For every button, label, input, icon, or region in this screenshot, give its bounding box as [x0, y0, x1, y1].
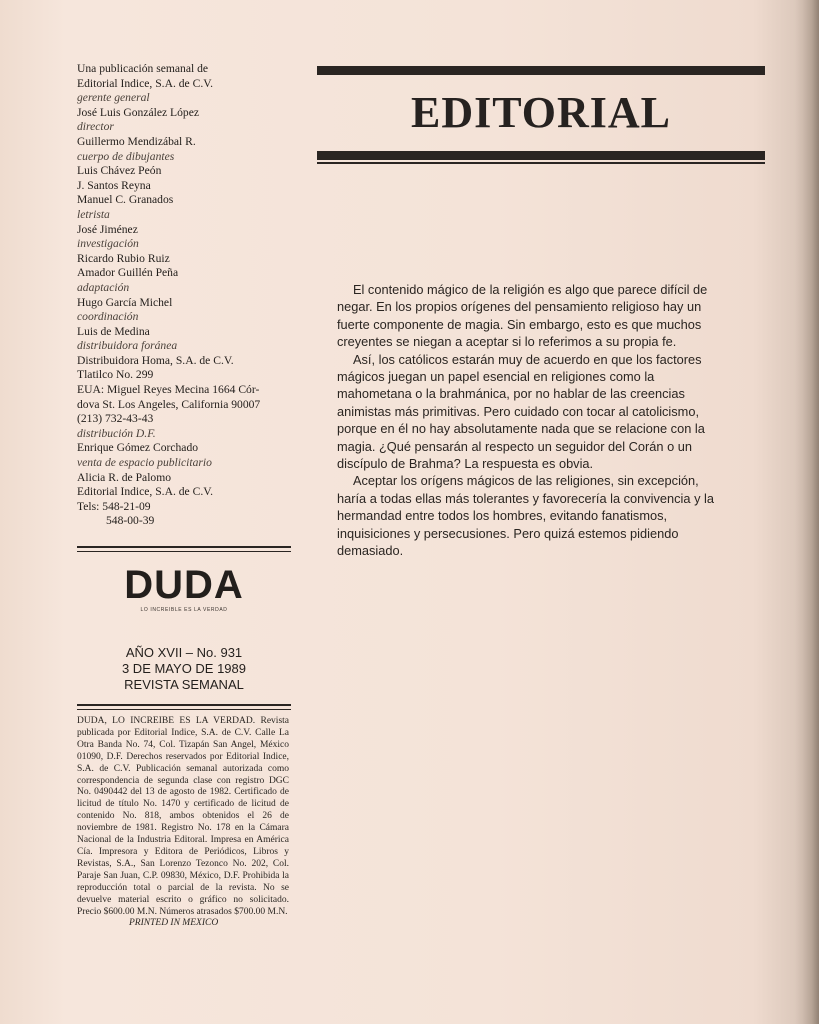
masthead-line: Alicia R. de Palomo	[77, 470, 172, 484]
issue-frequency: REVISTA SEMANAL	[124, 677, 244, 692]
masthead-line: José Jiménez	[77, 222, 138, 236]
masthead-line: 548-00-39	[106, 514, 155, 528]
issue-info	[77, 645, 291, 693]
legal-text: DUDA, LO INCREIBE ES LA VERDAD. Revista publicada por Editorial Indice, S.A. de C.V. Calle La Otra Banda No. 74, Col. Tizapán San Angel, México 01090, D.F. Derechos reservados por Editorial Indice, S.A. de C.V. Publicación semanal autorizada como correspondencia de segunda clase con registro DGC No. 0490442 del 13 de agosto de 1982. Certificado de licitud de título No. 1470 y certificado de licitud de contenido No. 818, ambos obtenidos el 26 de noviembre de 1981. Registro No. 178 en la Cámara Nacional de la Industria Editoral. Impresa en América Cía. Impresora y Editora de Periódicos, Libros y Revistas, S.A., San Lorenzo Tezonco No. 202, Col. Paraje San Juan, C.P. 09830, México, D.F. Prohibida la reproducción total o parcial de la revista. No se devuelve material escrito o gráfico no solicitado. Precio $600.00 M.N. Números atrasados $700.00 M.N.	[77, 716, 289, 917]
editorial-title: EDITORIAL	[410, 88, 672, 137]
legal-notice	[77, 716, 289, 930]
masthead-role: cuerpo de dibujantes	[77, 149, 175, 163]
logo-wordmark: DUDA	[124, 563, 244, 607]
masthead-role: investigación	[77, 237, 139, 251]
masthead-line: (213) 732-43-43	[77, 412, 154, 426]
masthead-line: Distribuidora Homa, S.A. de C.V.	[77, 353, 234, 367]
masthead-line: Guillermo Mendizábal R.	[77, 134, 196, 148]
masthead-line: José Luis González López	[77, 105, 200, 119]
issue-date: 3 DE MAYO DE 1989	[121, 661, 247, 676]
masthead-line: Tlatilco No. 299	[77, 368, 154, 382]
editorial-paragraph-3: Aceptar los orígens mágicos de las religiones, sin excepción, haría a todas ellas más tolerantes y favorecería la convivencia y la hermandad entre todos los hombres, evitando fanatismos, inquisiciones y persecusiones. Pero quizá estemos pidiendo demasiado.	[337, 473, 714, 559]
title-bar-top	[317, 66, 765, 75]
title-bar-thin	[317, 162, 765, 164]
masthead-line: Luis de Medina	[77, 324, 150, 338]
masthead-credits	[77, 62, 292, 529]
divider-rule-top	[77, 546, 291, 552]
issue-number: AÑO XVII – No. 931	[125, 645, 243, 660]
masthead-line: Enrique Gómez Corchado	[77, 441, 199, 455]
masthead-role: distribución D.F.	[77, 426, 156, 440]
masthead-role: coordinación	[77, 310, 139, 324]
masthead-role: gerente general	[77, 91, 150, 105]
masthead-line: Editorial Indice, S.A. de C.V.	[77, 485, 213, 499]
masthead-line: Amador Guillén Peña	[77, 266, 179, 280]
masthead-role: adaptación	[77, 280, 130, 294]
masthead-role: venta de espacio publicitario	[77, 456, 212, 470]
editorial-paragraph-1: El contenido mágico de la religión es algo que parece difícil de negar. En los propios orígenes del pensamiento religioso hay un fuerte componente de magia. Sin embargo, esto es que muchos creyentes se niegan a aceptar si lo referimos a su propia fe.	[337, 282, 708, 350]
editorial-paragraph-2: Así, los católicos estarán muy de acuerdo en que los factores mágicos juegan un papel esencial en religiones como la mahometana o la brahmánica, por no hablar de las creencias animistas más primitivas. Pero cuidado con tocar al catolicismo, porque en él no hay absolutamente nada que se relacione con la magia. ¿Qué pensarán al respecto un seguidor del Corán o un discípulo de Brahma? La respuesta es obvia.	[337, 351, 705, 472]
editorial-body	[337, 281, 727, 560]
page-edge-shadow	[795, 0, 819, 1024]
masthead-line: Luis Chávez Peón	[77, 164, 162, 178]
masthead-role: director	[77, 120, 114, 134]
title-bar-bottom	[317, 151, 765, 160]
masthead-role: letrista	[77, 207, 110, 221]
masthead-line: Tels: 548-21-09	[77, 499, 151, 513]
printed-in-mexico: PRINTED IN MEXICO	[129, 918, 219, 929]
masthead-line: Manuel C. Granados	[77, 193, 174, 207]
masthead-line: Una publicación semanal de	[77, 62, 209, 75]
masthead-line: Hugo García Michel	[77, 295, 173, 309]
masthead-line: J. Santos Reyna	[77, 178, 151, 192]
masthead-role: distribuidora foránea	[77, 339, 178, 353]
logo-tagline: LO INCREIBLE ES LA VERDAD	[140, 607, 228, 613]
masthead-line: Ricardo Rubio Ruiz	[77, 251, 170, 265]
duda-logo	[77, 565, 291, 613]
masthead-line: Editorial Indice, S.A. de C.V.	[77, 76, 213, 90]
divider-rule-bottom	[77, 704, 291, 710]
masthead-line: dova St. Los Angeles, California 90007	[77, 397, 261, 411]
masthead-line: EUA: Miguel Reyes Mecina 1664 Cór-	[77, 383, 260, 397]
